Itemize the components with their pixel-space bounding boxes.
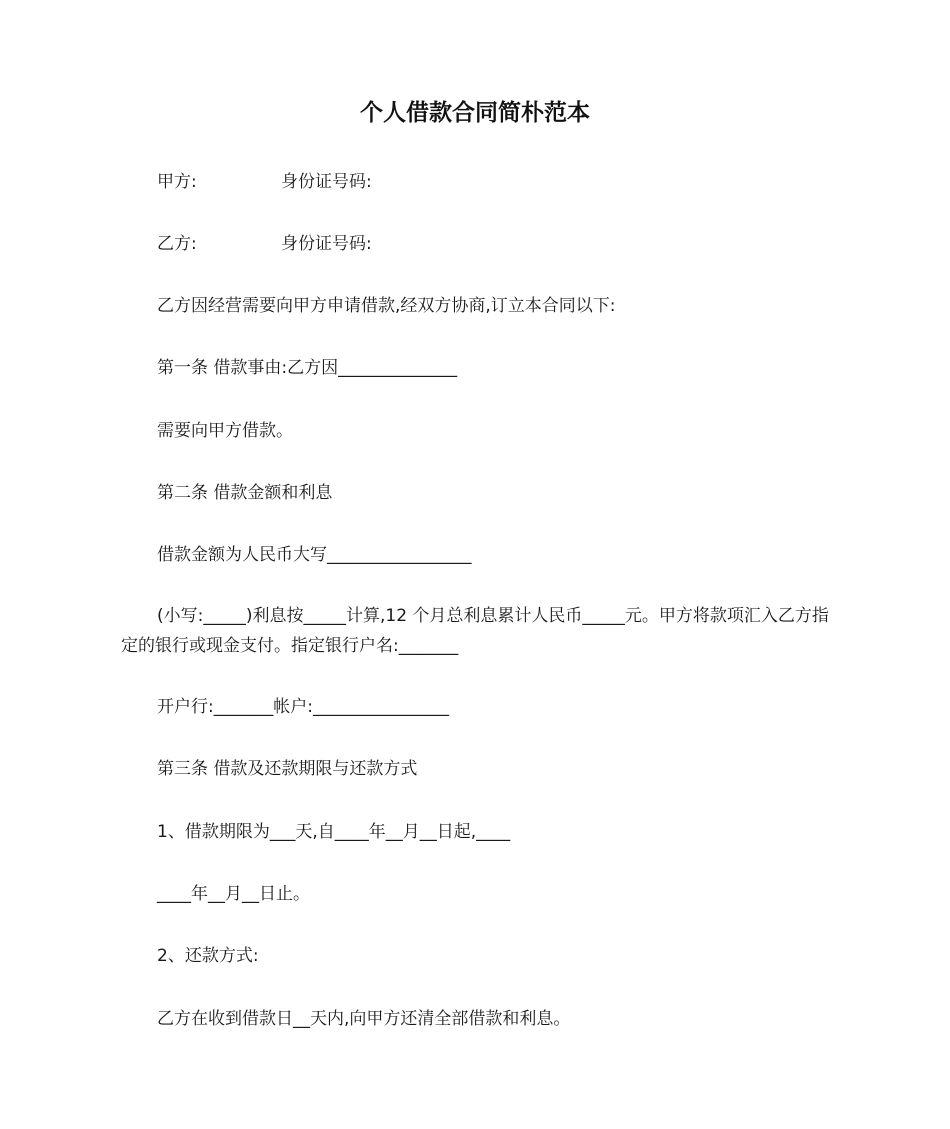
repayment-method-line: 2、还款方式: [157,946,259,966]
amount-upper-line: 借款金额为人民币大写_________________ [157,545,472,565]
intro-paragraph: 乙方因经营需要向甲方申请借款,经双方协商,订立本合同以下: [157,296,616,316]
amount-detail-paragraph: (小写:_____)利息按_____计算,12 个月总利息累计人民币_____元。甲方将款项汇入乙方指定的银行或现金支付。指定银行户名:_______ [121,606,829,656]
party-a-id-label: 身份证号码: [281,172,372,192]
term-line-2: ____年__月__日止。 [157,884,310,904]
party-b-id-label: 身份证号码: [281,234,372,254]
party-a-label: 甲方: [157,172,197,192]
document-title: 个人借款合同简朴范本 [360,100,590,126]
article-2-heading: 第二条 借款金额和利息 [157,483,333,503]
party-b-label: 乙方: [157,234,197,254]
party-a-line [157,169,372,195]
article-1-heading: 第一条 借款事由:乙方因______________ [157,358,458,378]
repayment-detail-line: 乙方在收到借款日__天内,向甲方还清全部借款和利息。 [157,1009,571,1029]
bank-account-line: 开户行:_______帐户:________________ [157,697,449,717]
article-3-heading: 第三条 借款及还款期限与还款方式 [157,759,418,779]
party-b-line [157,231,372,257]
term-line-1: 1、借款期限为___天,自____年__月__日起,____ [157,822,511,842]
article-1-continuation: 需要向甲方借款。 [157,421,293,441]
